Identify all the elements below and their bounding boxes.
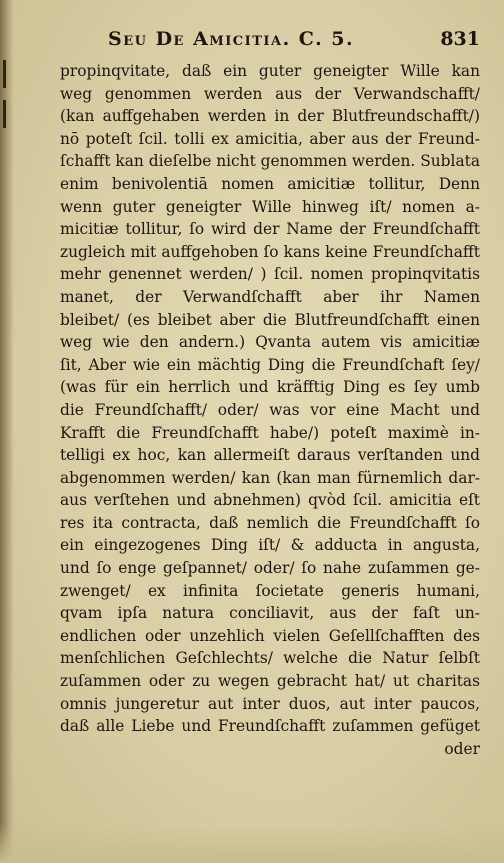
text-line: mehr genennet werden/ ) ſcil. nomen propinqvitatis (60, 265, 480, 284)
text-line: bleibet/ (es bleibet aber die Blutfreundſchafft einen (60, 310, 480, 329)
text-line: ſit, Aber wie ein mächtig Ding die Freundſchaft ſey/ (60, 355, 480, 374)
page-gutter (0, 0, 14, 863)
text-line: weg wie den andern.) Qvanta autem vis amicitiæ (60, 333, 480, 352)
text-line: weg genommen werden aus der Verwandschafft/ (60, 84, 480, 103)
text-line: (was für ein herrlich und kräfftig Ding es ſey umb (60, 378, 480, 397)
text-line: ein eingezogenes Ding iſt/ & adducta in angusta, (60, 536, 480, 555)
text-line: zuſammen oder zu wegen gebracht hat/ ut charitas (60, 672, 480, 691)
text-line: micitiæ tollitur, ſo wird der Name der Freundſchafft (60, 220, 480, 239)
text-line: ſchafft kan dieſelbe nicht genommen werden. Sublata (60, 152, 480, 171)
text-line: telligi ex hoc, kan allermeiſt daraus verſtanden und (60, 446, 480, 465)
text-line: Krafft die Freundſchafft habe/) poteſt maximè in- (60, 423, 480, 442)
text-line: (kan auffgehaben werden in der Blutfreundschafft/) (60, 107, 480, 126)
catchword: oder (444, 739, 480, 758)
gutter-mark (3, 100, 6, 128)
text-line: daß alle Liebe und Freundſchafft zuſammen gefüget (60, 717, 480, 736)
text-line: endlichen oder unzehlich vielen Geſellſchafften des (60, 626, 480, 645)
text-line: res ita contracta, daß nemlich die Freundſchafft ſo (60, 513, 480, 532)
page-bottom-margin (0, 823, 504, 863)
body-text (60, 60, 480, 760)
running-title: Seu De Amicitia. C. 5. (108, 28, 355, 50)
text-line: enim benivolentiā nomen amicitiæ tollitur, Denn (60, 174, 480, 193)
text-line: omnis jungeretur aut inter duos, aut inter paucos, (60, 694, 480, 713)
text-line: nō poteſt ſcil. tolli ex amicitia, aber aus der Freund- (60, 129, 480, 148)
text-line: abgenommen werden/ kan (kan man fürnemlich dar- (60, 468, 480, 487)
gutter-mark (3, 60, 6, 88)
page-header (60, 28, 480, 54)
text-line: die Freundſchafft/ oder/ was vor eine Macht und (60, 400, 480, 419)
text-line: menſchlichen Geſchlechts/ welche die Natur ſelbſt (60, 649, 480, 668)
text-line: propinqvitate, daß ein guter geneigter Wille kan (60, 62, 480, 80)
text-line: wenn guter geneigter Wille hinweg iſt/ nomen a- (60, 197, 480, 216)
text-line: manet, der Verwandſchafft aber ihr Namen (60, 287, 480, 306)
page-number: 831 (440, 28, 480, 50)
text-line: zugleich mit auffgehoben ſo kans keine Freundſchafft (60, 242, 480, 261)
text-line: qvam ipſa natura conciliavit, aus der faſt un- (60, 604, 480, 623)
text-line: aus verſtehen und abnehmen) qvòd ſcil. amicitia eſt (60, 491, 480, 510)
text-line: zwenget/ ex infinita ſocietate generis humani, (60, 581, 480, 600)
text-line: und ſo enge geſpannet/ oder/ ſo nahe zuſammen ge- (60, 559, 480, 578)
